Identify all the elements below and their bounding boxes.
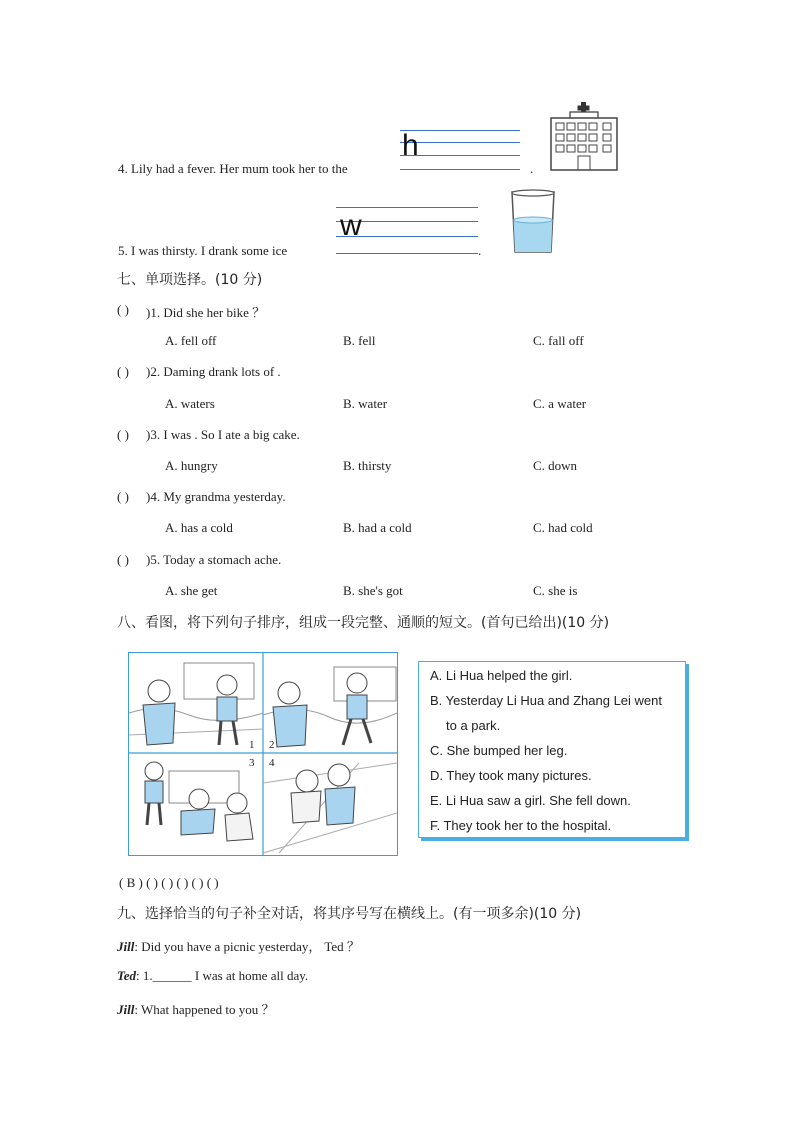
water-glass-icon xyxy=(508,188,558,256)
section8-title: 八、看图，将下列句子排序，组成一段完整、通顺的短文。(首句已给出)(10 分) xyxy=(117,615,610,631)
option-a[interactable]: A. waters xyxy=(165,396,215,411)
panel-number: 4 xyxy=(269,757,275,769)
speaker: Ted xyxy=(117,968,137,983)
comic-panels xyxy=(128,652,398,856)
q4-end: . xyxy=(530,161,534,176)
answer-blank[interactable]: ( ) xyxy=(117,364,129,379)
answer-blank[interactable]: ( ) xyxy=(117,427,129,442)
option-b[interactable]: B. fell xyxy=(343,333,376,348)
option-c[interactable]: C. fall off xyxy=(533,333,584,348)
dialog-text: : What happened to you ？ xyxy=(134,1002,275,1017)
sentence-e: E. Li Hua saw a girl. She fell down. xyxy=(430,793,631,808)
dialog-line xyxy=(117,968,308,984)
speaker: Jill xyxy=(117,1002,135,1017)
option-a[interactable]: A. she get xyxy=(165,583,218,598)
section9-title: 九、选择恰当的句子补全对话，将其序号写在横线上。(有一项多余)(10 分) xyxy=(117,906,582,922)
option-a[interactable]: A. hungry xyxy=(165,458,218,473)
panel-number: 1 xyxy=(249,739,255,751)
option-b[interactable]: B. thirsty xyxy=(343,458,392,473)
answer-blank[interactable]: ( ) xyxy=(117,302,129,317)
option-b[interactable]: B. she's got xyxy=(343,583,403,598)
q5-text: 5. I was thirsty. I drank some ice xyxy=(118,243,288,258)
speaker: Jill xyxy=(117,939,135,954)
sentence-d: D. They took many pictures. xyxy=(430,768,592,783)
option-c[interactable]: C. she is xyxy=(533,583,578,598)
sentence-f: F. They took her to the hospital. xyxy=(430,818,612,833)
q4-hint-letter: h xyxy=(402,129,419,162)
option-a[interactable]: A. has a cold xyxy=(165,520,233,535)
dialog-text[interactable]: : 1.______ I was at home all day. xyxy=(136,968,309,983)
option-b[interactable]: B. water xyxy=(343,396,388,411)
option-c[interactable]: C. had cold xyxy=(533,520,593,535)
comic-illustration xyxy=(129,653,397,855)
sentence-c: C. She bumped her leg. xyxy=(430,743,568,758)
sentence-a: A. Li Hua helped the girl. xyxy=(430,668,573,683)
dialog-line xyxy=(117,936,360,955)
q5-end: . xyxy=(478,243,482,258)
question-stem: )4. My grandma yesterday. xyxy=(146,489,286,504)
q4-text: 4. Lily had a fever. Her mum took her to the xyxy=(118,161,348,176)
option-c[interactable]: C. down xyxy=(533,458,578,473)
sentence-b: B. Yesterday Li Hua and Zhang Lei went xyxy=(430,693,662,708)
order-answer-row[interactable]: ( B ) ( ) ( ) ( ) ( ) ( ) xyxy=(119,875,219,890)
answer-blank[interactable]: ( ) xyxy=(117,489,129,504)
question-stem: )1. Did she her bike ？ xyxy=(146,305,266,320)
sentence-b-cont: to a park. xyxy=(446,718,501,733)
question-stem: )5. Today a stomach ache. xyxy=(146,552,282,567)
option-b[interactable]: B. had a cold xyxy=(343,520,412,535)
section7-title: 七、单项选择。(10 分) xyxy=(117,272,263,288)
panel-number: 2 xyxy=(269,739,275,751)
option-a[interactable]: A. fell off xyxy=(165,333,217,348)
q5-hint-letter: w xyxy=(340,209,362,242)
sentence-card xyxy=(418,661,686,838)
dialog-text: : Did you have a picnic yesterday， Ted ？ xyxy=(134,939,360,954)
option-c[interactable]: C. a water xyxy=(533,396,587,411)
question-stem: )2. Daming drank lots of . xyxy=(146,364,281,379)
question-stem: )3. I was . So I ate a big cake. xyxy=(146,427,300,442)
dialog-line xyxy=(117,999,275,1018)
answer-blank[interactable]: ( ) xyxy=(117,552,129,567)
panel-number: 3 xyxy=(249,757,255,769)
hospital-icon xyxy=(548,100,620,172)
